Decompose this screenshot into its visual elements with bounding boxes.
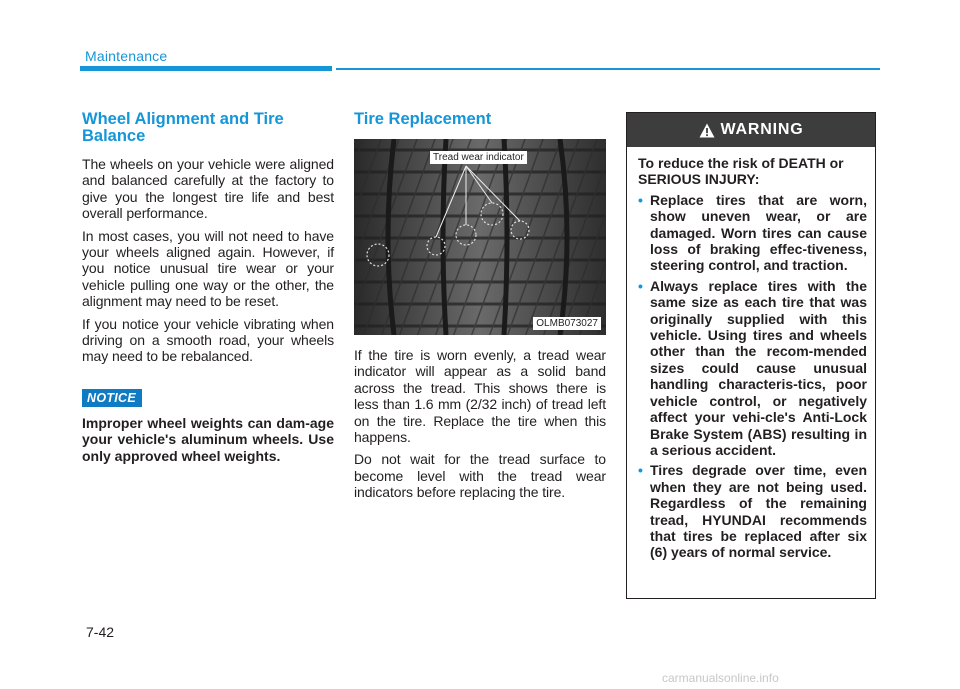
- tire-replacement-heading: Tire Replacement: [354, 110, 492, 128]
- bullet-icon: •: [638, 277, 643, 294]
- left-column: [82, 111, 334, 464]
- paragraph: Do not wait for the tread surface to become level with the tread wear indicators before replacing the tire.: [354, 451, 606, 501]
- warning-triangle-icon: [699, 123, 715, 138]
- warning-header: [627, 113, 875, 147]
- warning-box: [626, 112, 876, 599]
- bullet-icon: •: [638, 191, 643, 208]
- notice-badge: NOTICE: [82, 389, 142, 407]
- warning-body: [627, 147, 875, 561]
- warning-item-text: Replace tires that are worn, show uneven wear, or are damaged. Worn tires can cause loss of braking effec-tiveness, steering control, and traction.: [650, 191, 867, 274]
- bullet-icon: •: [638, 462, 643, 479]
- tread-wear-indicator-label: Tread wear indicator: [430, 151, 527, 164]
- warning-item: [638, 192, 867, 274]
- middle-column: [354, 111, 606, 507]
- notice-text: Improper wheel weights can dam-age your vehicle's aluminum wheels. Use only approved wheel weights.: [82, 414, 334, 464]
- section-header: Maintenance: [85, 48, 168, 64]
- paragraph: If the tire is worn evenly, a tread wear indicator will appear as a solid band across the tread. This shows there is less than 1.6 mm (2/32 inch) of tread left on the tire. Replace the tire when this happens.: [354, 347, 606, 446]
- header-rule-thick: [80, 66, 332, 71]
- paragraph: In most cases, you will not need to have your wheels aligned again. However, if you notice unusual tire wear or your vehicle pulling one way or the other, the alignment may need to be reset.: [82, 227, 334, 310]
- figure-code: OLMB073027: [533, 317, 601, 330]
- warning-list: [638, 192, 867, 561]
- warning-item: [638, 462, 867, 560]
- warning-title: WARNING: [720, 121, 804, 138]
- header-rule-thin: [336, 68, 880, 70]
- paragraph: If you notice your vehicle vibrating when driving on a smooth road, your wheels may need to be rebalanced.: [82, 315, 334, 365]
- warning-item-text: Tires degrade over time, even when they are not being used. Regardless of the remaining tread, HYUNDAI recommends that tires be replaced after six (6) years of normal service.: [650, 462, 867, 561]
- page-number: 7-42: [86, 624, 115, 640]
- wheel-alignment-heading: Wheel Alignment and Tire Balance: [82, 110, 284, 145]
- warning-item: [638, 278, 867, 458]
- watermark: carmanualsonline.info: [662, 671, 779, 685]
- tire-tread-figure: [354, 139, 606, 335]
- warning-intro: To reduce the risk of DEATH or SERIOUS INJURY:: [638, 155, 844, 188]
- warning-item-text: Always replace tires with the same size as each tire that was originally supplied with this vehicle. Using tires and wheels other than the recom-mended sizes could cause unusual handling characteris-tics, poor vehicle control, or negatively affect your vehi-cle's Anti-Lock Brake System (ABS) resulting in a serious accident.: [650, 277, 867, 458]
- tire-tread-illustration: [354, 139, 606, 335]
- paragraph: The wheels on your vehicle were aligned and balanced carefully at the factory to give you the longest tire life and best overall performance.: [82, 156, 334, 222]
